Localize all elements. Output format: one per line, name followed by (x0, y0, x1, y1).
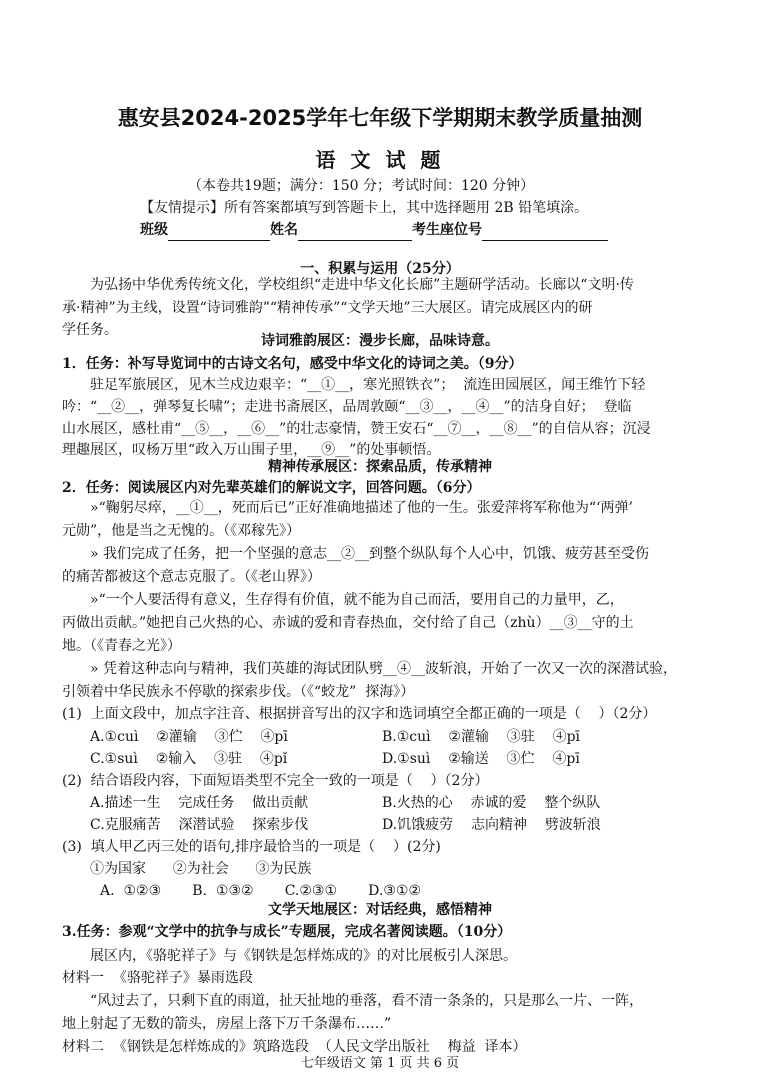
quote-line: “风过去了，只剩下直的雨道，扯天扯地的垂落，看不清一条条的，只是那么一片、一阵， (90, 993, 644, 1009)
exam-subtitle: 语 文 试 题 (315, 148, 445, 172)
class-field[interactable] (168, 224, 270, 241)
material-label: 材料一 《骆驼祥子》暴雨选段 (62, 970, 253, 986)
question-line: 驻足军旅展区，见木兰戍边艰辛：“__①__，寒光照铁衣”； 流连田园展区，闻王维竹下轻 (90, 377, 646, 393)
question-line: 山水展区，感杜甫“__⑤__，__⑥__”的壮志豪情，赞王安石“__⑦__，__⑧__”的自信从容；沉浸 (62, 421, 651, 437)
material-label: 材料二 《钢铁是怎样炼成的》筑路选段 （人民文学出版社 梅益 译本） (62, 1039, 527, 1055)
option-c[interactable]: C.①suì ②输入 ③驻 ④pǐ (90, 751, 288, 767)
question-line: 展区内，《骆驼祥子》与《钢铁是怎样炼成的》的对比展板引人深思。 (90, 948, 517, 964)
seat-field[interactable] (482, 224, 608, 241)
passage-line: » 凭着这种志向与精神，我们英雄的海试团队劈__④__波斩浪，开始了一次又一次的深潜试验， (90, 661, 678, 677)
passage-line: »“鞠躬尽瘁，__①__，死而后已”正好准确地描述了他的一生。张爱萍将军称他为“‘两弹’ (90, 500, 633, 516)
area-heading: 诗词雅韵展区：漫步长廊，品味诗意。 (261, 333, 499, 349)
passage-line: »“一个人要活得有意义，生存得有价值，就不能为自己而活，要用自己的力量甲，乙， (90, 592, 624, 608)
passage-line: 地。（《青春之光》） (62, 638, 181, 654)
quote-line: 地上射起了无数的箭头，房屋上落下万千条瀑布……” (62, 1016, 392, 1032)
seat-label: 考生座位号 (412, 222, 482, 238)
friendly-tip: 【友情提示】所有答案都填写到答题卡上，其中选择题用 2B 铅笔填涂。 (140, 200, 589, 216)
option-b[interactable]: B.火热的心 赤诚的爱 整个纵队 (382, 795, 601, 811)
option-b[interactable]: B.①cuì ②灌输 ③驻 ④pī (382, 729, 581, 745)
intro-line: 承·精神”为主线，设置“诗词雅韵”“精神传承”“文学天地”三大展区。请完成展区内的研 (62, 300, 593, 316)
page-footer: 七年级语文 第 1 页 共 6 页 (300, 1056, 460, 1071)
passage-line: 丙做出贡献。”她把自己火热的心、赤诚的爱和青春热血，交付给了自己（zhù）__③__守的土 (62, 615, 634, 631)
option-d[interactable]: D.饥饿疲劳 志向精神 劈波斩浪 (382, 817, 601, 833)
name-field[interactable] (298, 224, 412, 241)
intro-line: 为弘扬中华优秀传统文化，学校组织“走进中华文化长廊”主题研学活动。长廊以“文明·传 (90, 277, 634, 293)
question-title: 2．任务：阅读展区内对先辈英雄们的解说文字，回答问题。（6分） (62, 480, 481, 496)
option-a[interactable]: A.①cuì ②灌输 ③伫 ④pī (90, 729, 288, 745)
area-heading: 精神传承展区：探索品质，传承精神 (268, 459, 492, 475)
passage-line: 的痛苦都被这个意志克服了。（《老山界》） (62, 569, 321, 585)
ordering-items: ①为国家 ②为社会 ③为民族 (90, 861, 312, 877)
question-line: 理趣展区，叹杨万里“政入万山围子里，__⑨__”的处事顿悟。 (62, 442, 441, 458)
option-a[interactable]: A.描述一生 完成任务 做出贡献 (90, 795, 309, 811)
question-title: 3.任务：参观“文学中的抗争与成长”专题展，完成名著阅读题。（10分） (62, 924, 512, 940)
sub-question: (1) 上面文段中，加点字注音、根据拼音写出的汉字和选词填空全都正确的一项是（ ）（2分） (62, 706, 657, 722)
ordering-options[interactable]: A. ①②③ B. ①③② C.②③① D.③①② (100, 883, 422, 899)
exam-info: （本卷共19题；满分：150 分；考试时间：120 分钟） (188, 178, 535, 194)
option-c[interactable]: C.克服痛苦 深潜试验 探索步伐 (90, 817, 309, 833)
passage-line: 元勋”，他是当之无愧的。（《邓稼先》） (62, 523, 301, 539)
area-heading: 文学天地展区：对话经典，感悟精神 (268, 902, 492, 918)
intro-line: 学任务。 (62, 322, 118, 338)
section-heading: 一、积累与运用（25分） (300, 261, 460, 277)
passage-line: » 我们完成了任务，把一个坚强的意志__②__到整个纵队每个人心中，饥饿、疲劳甚至受伤 (90, 546, 650, 562)
question-title: 1．任务：补写导览词中的古诗文名句，感受中华文化的诗词之美。（9分） (62, 356, 523, 372)
student-info-row (140, 219, 608, 241)
class-label: 班级 (140, 222, 168, 238)
passage-line: 引领着中华民族永不停歇的探索步伐。（《“蛟龙” 探海》） (62, 684, 415, 700)
option-d[interactable]: D.①suì ②输送 ③伫 ④pī (382, 751, 580, 767)
exam-title: 惠安县2024-2025学年七年级下学期期末教学质量抽测 (117, 106, 643, 130)
sub-question: (2) 结合语段内容，下面短语类型不完全一致的一项是（ ）（2分） (62, 773, 489, 789)
sub-question: (3) 填人甲乙丙三处的语句,排序最恰当的一项是（ ）(2分) (62, 839, 441, 855)
question-line: 吟：“__②__，弹琴复长啸”；走进书斋展区，品周敦颐“__③__，__④__”的洁身自好； 登临 (62, 399, 632, 415)
name-label: 姓名 (270, 222, 298, 238)
